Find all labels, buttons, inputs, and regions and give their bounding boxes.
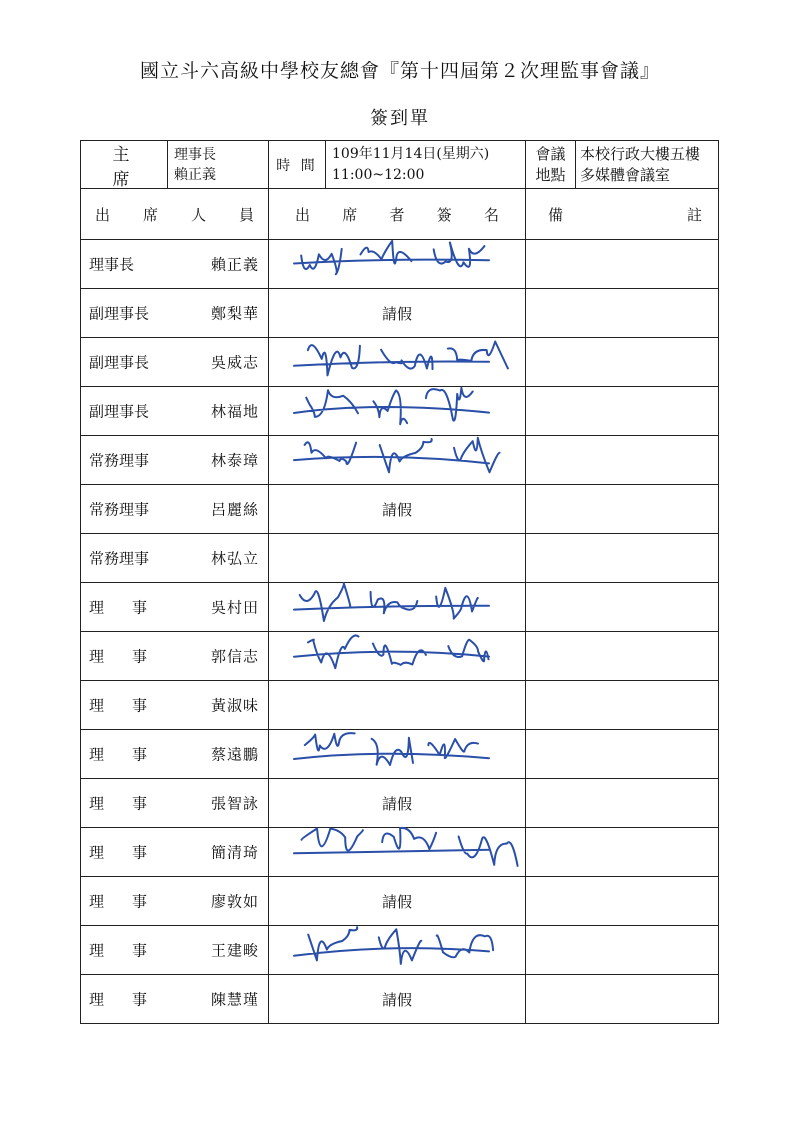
attendee-name: 吳威志 [210, 353, 259, 372]
attendee-name: 林弘立 [210, 549, 259, 568]
place-label-line-1: 會議 [535, 144, 566, 163]
meeting-info-row [81, 141, 719, 189]
attendee-cell [81, 730, 269, 779]
remarks-cell [526, 632, 719, 681]
attendee-cell [81, 240, 269, 289]
meeting-date: 109年11月14日(星期六) [332, 145, 490, 162]
handwritten-signature [269, 626, 524, 684]
attendee-role: 理事 [89, 647, 176, 666]
leave-note: 請假 [381, 990, 412, 1009]
place-line-2: 多媒體會議室 [580, 165, 671, 184]
attendee-name: 王建畯 [210, 941, 259, 960]
handwritten-signature [269, 381, 524, 439]
remarks-cell [526, 289, 719, 338]
attendee-role: 理事 [89, 745, 176, 764]
attendee-header-char: 人 [190, 205, 206, 224]
attendee-name: 賴正義 [210, 255, 259, 274]
signature-cell [269, 436, 526, 485]
attendee-role: 理事 [89, 794, 176, 813]
signature-cell [269, 289, 526, 338]
place-line-1: 本校行政大樓五樓 [580, 144, 701, 163]
attendee-row [81, 436, 719, 485]
attendee-header-char: 出 [95, 205, 111, 224]
attendee-cell [81, 681, 269, 730]
attendee-row [81, 632, 719, 681]
leave-note: 請假 [381, 304, 412, 323]
remarks-cell [526, 926, 719, 975]
handwritten-signature [269, 724, 524, 782]
signature-cell [269, 338, 526, 387]
sign-in-table [80, 140, 719, 1024]
signature-cell [269, 975, 526, 1024]
remarks-cell [526, 828, 719, 877]
attendee-name: 陳慧瑾 [210, 990, 259, 1009]
attendee-role: 理事 [89, 696, 176, 715]
document-title: 國立斗六高級中學校友總會『第十四屆第２次理監事會議』 [139, 60, 660, 82]
attendee-row [81, 485, 719, 534]
chair-label: 主 席 [81, 141, 168, 188]
remarks-cell [526, 534, 719, 583]
attendee-name: 鄭梨華 [210, 304, 259, 323]
attendee-cell [81, 436, 269, 485]
signature-header-char: 簽 [436, 205, 452, 224]
attendee-cell [81, 583, 269, 632]
remarks-cell [526, 779, 719, 828]
attendee-column-header [81, 189, 269, 240]
attendee-role: 常務理事 [89, 451, 150, 470]
attendee-cell [81, 877, 269, 926]
attendee-name: 郭信志 [210, 647, 259, 666]
signature-stroke [294, 438, 500, 473]
attendee-role: 副理事長 [89, 353, 150, 372]
attendee-cell [81, 975, 269, 1024]
attendee-row [81, 583, 719, 632]
remarks-cell [526, 485, 719, 534]
signature-cell [269, 387, 526, 436]
remarks-cell [526, 877, 719, 926]
attendee-name: 張智詠 [210, 794, 259, 813]
remarks-cell [526, 730, 719, 779]
remarks-cell [526, 583, 719, 632]
signature-stroke [294, 828, 518, 866]
attendee-row [81, 828, 719, 877]
chair-name: 賴正義 [174, 166, 216, 183]
attendee-cell [81, 289, 269, 338]
attendee-cell [81, 485, 269, 534]
remarks-header-char: 註 [686, 205, 702, 224]
remarks-cell [526, 240, 719, 289]
signature-header-char: 名 [483, 205, 499, 224]
handwritten-signature [269, 430, 524, 488]
document-subtitle: 簽到單 [370, 108, 430, 129]
signature-cell [269, 828, 526, 877]
signature-stroke [294, 927, 493, 964]
signature-cell [269, 485, 526, 534]
column-header-row [81, 189, 719, 240]
attendee-name: 廖敦如 [210, 892, 259, 911]
attendee-cell [81, 534, 269, 583]
leave-note: 請假 [381, 892, 412, 911]
attendee-role: 理事長 [89, 255, 135, 274]
place-value [576, 141, 719, 189]
signature-cell [269, 534, 526, 583]
place-label [526, 141, 576, 189]
attendee-role: 理事 [89, 598, 176, 617]
attendee-role: 常務理事 [89, 500, 150, 519]
attendee-name: 吳村田 [210, 598, 259, 617]
attendee-row [81, 926, 719, 975]
attendee-role: 理事 [89, 843, 176, 862]
attendee-row [81, 975, 719, 1024]
attendee-name: 簡清琦 [210, 843, 259, 862]
attendee-cell [81, 338, 269, 387]
place-label-line-2: 地點 [535, 165, 566, 184]
attendee-role: 理事 [89, 941, 176, 960]
attendee-role: 理事 [89, 892, 176, 911]
time-value [326, 144, 489, 186]
handwritten-signature [269, 920, 524, 978]
attendee-name: 黃淑味 [210, 696, 259, 715]
attendee-row [81, 289, 719, 338]
handwritten-signature [269, 822, 524, 880]
signature-cell [269, 583, 526, 632]
signature-header-char: 出 [295, 205, 311, 224]
attendee-name: 林福地 [210, 402, 259, 421]
attendee-row [81, 387, 719, 436]
attendee-row [81, 730, 719, 779]
signature-header-char: 席 [342, 205, 358, 224]
signature-cell [269, 681, 526, 730]
time-label: 時 間 [269, 141, 326, 188]
signature-cell [269, 240, 526, 289]
attendee-row [81, 534, 719, 583]
signature-header-char: 者 [389, 205, 405, 224]
time-cell [269, 141, 526, 189]
signature-cell [269, 632, 526, 681]
signature-column-header [269, 189, 526, 240]
chair-cell [81, 141, 269, 189]
attendee-header-char: 席 [142, 205, 158, 224]
handwritten-signature [269, 234, 524, 292]
remarks-cell [526, 681, 719, 730]
signature-cell [269, 877, 526, 926]
remarks-cell [526, 975, 719, 1024]
remarks-cell [526, 436, 719, 485]
attendee-cell [81, 632, 269, 681]
remarks-cell [526, 338, 719, 387]
signature-stroke [294, 583, 489, 621]
attendee-cell [81, 926, 269, 975]
attendee-name: 呂麗絲 [210, 500, 259, 519]
signature-stroke [294, 241, 489, 274]
meeting-time: 11:00~12:00 [332, 166, 425, 183]
attendee-row [81, 240, 719, 289]
remarks-column-header [526, 189, 719, 240]
chair-value [168, 145, 216, 185]
attendee-name: 蔡遠鵬 [210, 745, 259, 764]
attendee-row [81, 681, 719, 730]
chair-title: 理事長 [174, 146, 216, 163]
attendee-cell [81, 387, 269, 436]
attendee-role: 副理事長 [89, 304, 150, 323]
attendee-role: 理事 [89, 990, 176, 1009]
signature-stroke [294, 635, 489, 668]
signature-stroke [294, 388, 489, 424]
signature-cell [269, 779, 526, 828]
signature-stroke [294, 733, 489, 765]
signature-cell [269, 926, 526, 975]
attendee-row [81, 338, 719, 387]
leave-note: 請假 [381, 500, 412, 519]
attendee-name: 林泰璋 [210, 451, 259, 470]
attendee-cell [81, 779, 269, 828]
remarks-header-char: 備 [548, 205, 564, 224]
attendee-cell [81, 828, 269, 877]
attendee-role: 副理事長 [89, 402, 150, 421]
signature-stroke [294, 342, 508, 376]
signature-cell [269, 730, 526, 779]
attendee-row [81, 779, 719, 828]
handwritten-signature [269, 577, 524, 635]
attendee-role: 常務理事 [89, 549, 150, 568]
leave-note: 請假 [381, 794, 412, 813]
handwritten-signature [269, 332, 524, 390]
remarks-cell [526, 387, 719, 436]
attendee-row [81, 877, 719, 926]
attendee-header-char: 員 [238, 205, 254, 224]
